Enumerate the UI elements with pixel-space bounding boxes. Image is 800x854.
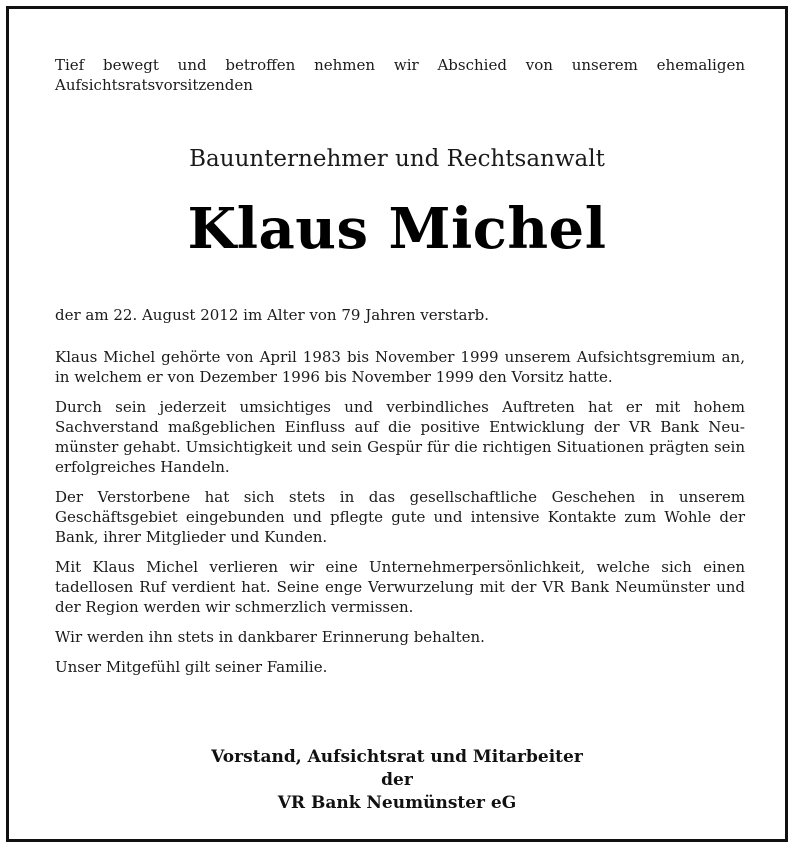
paragraph-loss: Mit Klaus Michel verlieren wir eine Unternehmerpersönlichkeit, welche sich einen tadellosen Ruf verdient hat. Seine enge Verwurzelung mit der VR Bank Neumünster und der Region werden wir schmerzlich vermissen.: [55, 558, 745, 616]
signature-block: [9, 746, 785, 815]
deceased-name: Klaus Michel: [187, 196, 607, 262]
paragraph-tenure: Klaus Michel gehörte von April 1983 bis November 1999 unserem Aufsichtsgremium an, in welchem er von Dezember 1996 bis November 1999 den Vorsitz hatte.: [55, 348, 745, 386]
obituary-notice: [6, 6, 788, 842]
signature-line-1: Vorstand, Aufsichtsrat und Mitarbeiter: [211, 747, 583, 767]
signature-line-3: VR Bank Neumünster eG: [277, 793, 517, 813]
notice-body: [55, 305, 745, 687]
death-date-line: der am 22. August 2012 im Alter von 79 Jahren verstarb.: [55, 306, 490, 324]
paragraph-engagement: Der Verstorbene hat sich stets in das gesellschaftliche Geschehen in unserem Geschäftsgebiet eingebunden und pflegte gute und intensive Kontakte zum Wohle der Bank, ihrer Mitglieder und Kunden.: [55, 488, 745, 546]
intro-text: Tief bewegt und betroffen nehmen wir Abschied von unserem ehemaligen Aufsichtsratsvorsitzenden: [55, 56, 745, 94]
paragraph-remembrance: Wir werden ihn stets in dankbarer Erinnerung behalten.: [55, 628, 485, 646]
paragraph-condolence: Unser Mitgefühl gilt seiner Familie.: [55, 658, 328, 676]
profession-line: Bauunternehmer und Rechtsanwalt: [189, 146, 605, 172]
paragraph-contribution: Durch sein jederzeit umsichtiges und verbindliches Auftreten hat er mit hohem Sachverstand maßgeblichen Einfluss auf die positive Entwicklung der VR Bank Neumünster gehabt. Umsichtigkeit und sein Gespür für die richtigen Situationen prägten sein erfolgreiches Handeln.: [55, 398, 745, 476]
signature-line-2: der: [381, 770, 413, 790]
